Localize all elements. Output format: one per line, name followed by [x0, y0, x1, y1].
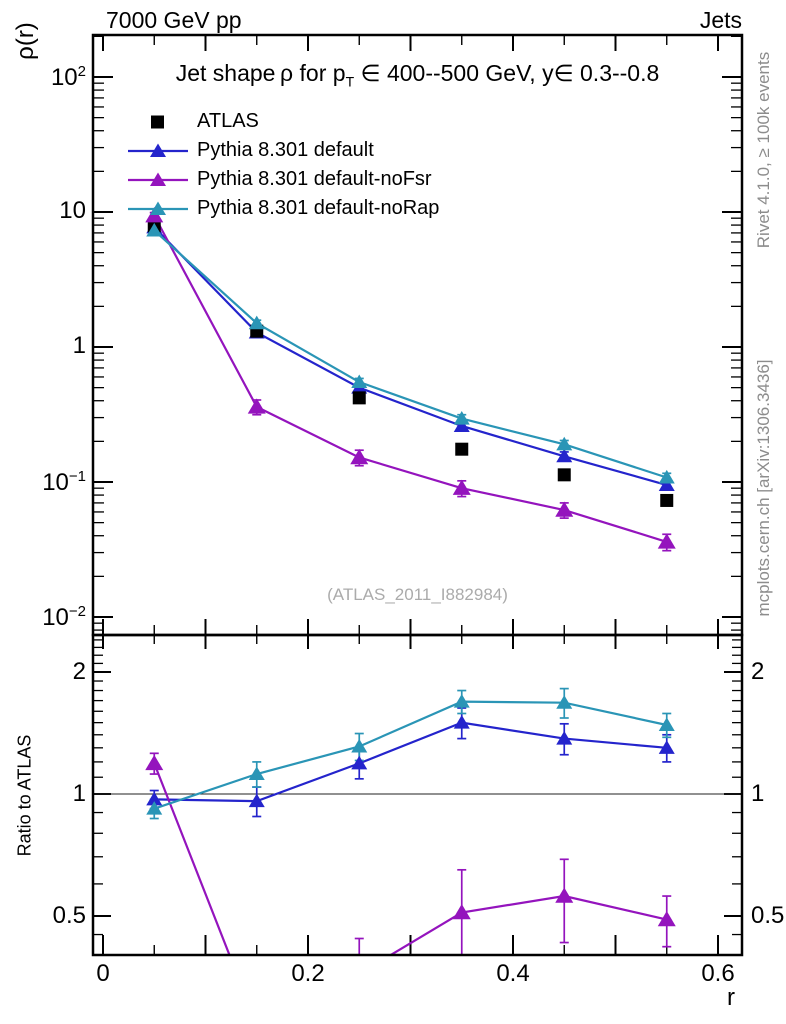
series-line-pythia-8-301-default-nofsr — [154, 216, 667, 542]
legend-item — [126, 194, 439, 223]
ratio-y-tick-label-right: 0.5 — [751, 902, 785, 929]
plot-title-prefix: Jet shape ρ for p — [175, 60, 346, 86]
ratio-panel-frame — [93, 635, 742, 955]
ratio-y-tick-label-right: 1 — [751, 780, 765, 807]
legend-label: Pythia 8.301 default — [197, 139, 374, 161]
legend — [126, 107, 439, 223]
x-tick-label: 0.6 — [701, 960, 735, 987]
rivet-version-caption: Rivet 4.1.0, ≥ 100k events — [754, 51, 773, 249]
series-markers-pythia-8-301-default-norap — [146, 223, 675, 484]
series-markers-pythia-8-301-default-nofsr — [145, 207, 676, 549]
plot-title-subscript: T — [345, 73, 355, 90]
series-markers-pythia-8-301-default — [146, 220, 675, 491]
plot-title — [93, 60, 742, 90]
top-y-tick-label: 10 — [59, 197, 86, 224]
legend-item — [126, 107, 439, 136]
mcplots-reference-caption: mcplots.cern.ch [arXiv:1306.3436] — [754, 359, 773, 617]
ratio-y-tick-label-right: 2 — [751, 658, 765, 685]
series-line-pythia-8-301-default-norap — [154, 230, 667, 477]
ratio-y-tick-label-left: 1 — [72, 780, 86, 807]
series-markers-pythia-8-301-default — [146, 715, 675, 807]
series-errors-atlas — [150, 224, 672, 503]
series-errors-pythia-8-301-default-nofsr — [150, 213, 672, 551]
top-y-tick-label: $10^2$ — [50, 63, 86, 91]
legend-label: Pythia 8.301 default-noRap — [197, 197, 440, 219]
x-tick-label: 0 — [96, 960, 110, 987]
top-y-tick-label: $10^{-2}$ — [42, 603, 86, 631]
ratio-line-pythia-8-301-default-norap — [154, 702, 667, 809]
x-axis-title: r — [727, 984, 735, 1011]
legend-marker-triangle — [126, 169, 190, 191]
legend-item — [126, 165, 439, 194]
legend-label: ATLAS — [197, 110, 259, 132]
ratio-y-axis-title: Ratio to ATLAS — [14, 734, 35, 857]
x-tick-label: 0.2 — [291, 960, 325, 987]
header-process-label: Jets — [699, 7, 742, 33]
series-markers-pythia-8-301-default-norap — [146, 694, 675, 815]
series-markers-pythia-8-301-default-nofsr — [145, 755, 676, 1024]
header-beam-label: 7000 GeV pp — [106, 7, 242, 33]
legend-label: Pythia 8.301 default-noFsr — [197, 168, 432, 190]
series-line-pythia-8-301-default — [154, 227, 667, 485]
ratio-y-tick-label-left: 0.5 — [52, 902, 86, 929]
top-y-axis-title: ρ(r) — [12, 22, 39, 60]
top-y-tick-label: $10^{-1}$ — [42, 468, 86, 496]
x-tick-label: 0.4 — [496, 960, 530, 987]
legend-marker-triangle — [126, 198, 190, 220]
series-errors-pythia-8-301-default — [150, 225, 672, 490]
ratio-y-tick-label-left: 2 — [72, 658, 86, 685]
top-y-tick-label: 1 — [72, 332, 86, 359]
legend-marker-triangle — [126, 140, 190, 162]
ratio-line-pythia-8-301-default — [154, 723, 667, 802]
legend-marker-square — [126, 111, 190, 133]
analysis-id-watermark: (ATLAS_2011_I882984) — [327, 585, 508, 604]
plot-title-suffix: ∈ 400--500 GeV, y∈ 0.3--0.8 — [354, 60, 660, 86]
ratio-line-pythia-8-301-default-nofsr — [154, 763, 667, 1024]
legend-item — [126, 136, 439, 165]
